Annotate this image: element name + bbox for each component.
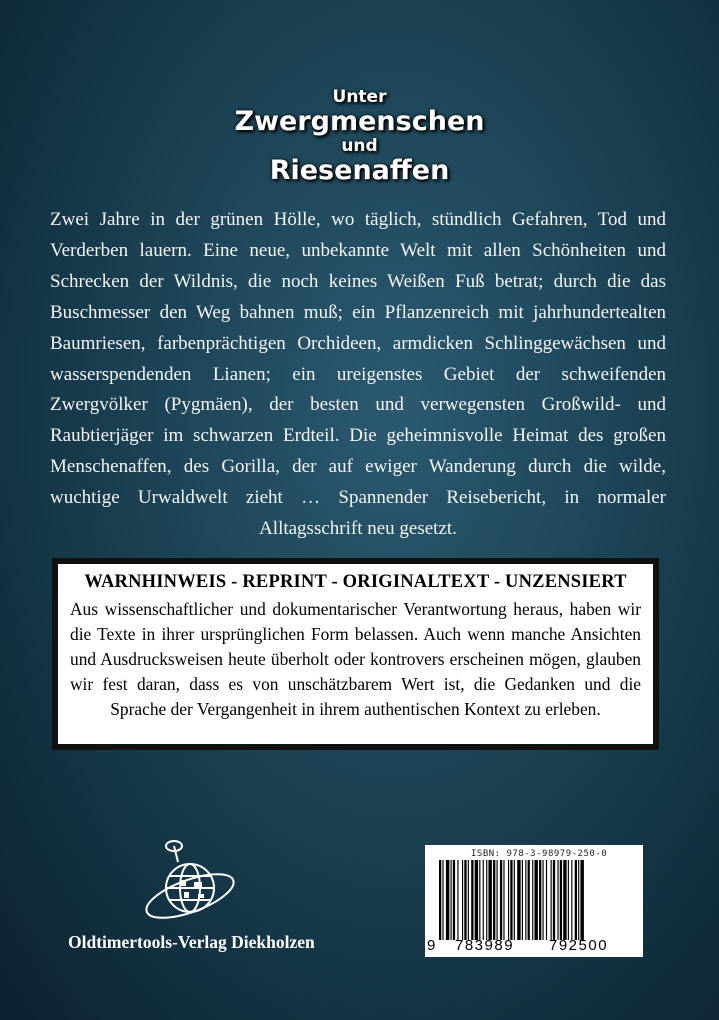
barcode-bars xyxy=(439,860,635,940)
barcode-bar xyxy=(453,860,455,940)
publisher-name: Oldtimertools-Verlag Diekholzen xyxy=(68,932,315,952)
barcode-bar xyxy=(568,860,569,940)
barcode-bar xyxy=(475,860,478,940)
barcode-bar xyxy=(517,860,520,940)
barcode-bar xyxy=(551,860,552,940)
barcode-bar xyxy=(493,860,495,940)
barcode-bar xyxy=(451,860,452,940)
barcode-bar xyxy=(483,860,484,940)
barcode-bar xyxy=(446,860,449,940)
barcode-bar xyxy=(534,860,537,940)
barcode-bar xyxy=(563,860,566,940)
barcode-bar xyxy=(543,860,544,940)
barcode-bar xyxy=(578,860,579,940)
publisher-logo-icon xyxy=(138,836,248,936)
barcode-bar xyxy=(464,860,466,940)
barcode-bar xyxy=(503,860,504,940)
barcode-bar xyxy=(557,860,558,940)
barcode-bar xyxy=(479,860,480,940)
title-line-riesenaffen: Riesenaffen xyxy=(269,155,450,187)
barcode-bar xyxy=(439,860,441,940)
barcode-bar xyxy=(497,860,498,940)
isbn-label: ISBN: 978-3-98979-250-0 xyxy=(471,849,608,859)
barcode-bar xyxy=(575,860,577,940)
warning-heading: WARNHINWEIS - REPRINT - ORIGINALTEXT - UNZENSIERT xyxy=(84,572,627,592)
barcode-bar xyxy=(457,860,458,940)
barcode-bar xyxy=(546,860,547,940)
title-line-zwergmenschen: Zwergmenschen xyxy=(234,106,485,138)
barcode-bar xyxy=(580,860,583,940)
barcode-bar xyxy=(522,860,523,940)
barcode-bar xyxy=(500,860,502,940)
barcode-digit-first: 9 xyxy=(427,937,436,954)
barcode xyxy=(425,845,643,957)
barcode-digits-right: 792500 xyxy=(549,937,609,954)
barcode-digits-left: 783989 xyxy=(455,937,515,954)
blurb-text: Zwei Jahre in der grünen Hölle, wo täglich, stündlich Gefahren, Tod und Verderben lauern. Eine neue, unbekannte Welt mit allen Schönheiten und Schrecken der Wildnis, die noch keines Weißen Fuß betrat; durch die das Buschmesser den Weg bahnen muß; ein Pflanzenreich mit jahrhundertealten Baumriesen, farbenprächtigen Orchideen, armdicken Schlinggewächsen und wasserspendenden Lianen; ein ureigenstes Gebiet der schweifenden Zwergvölker (Pygmäen), der besten und verwegensten Großwild- und Raubtierjäger im schwarzen Erdteil. Die geheimnisvolle Heimat des großen Menschenaffen, des Gorilla, der auf ewiger Wanderung durch die wilde, wuchtige Urwaldwelt zieht … Spannender Reisebericht, in normaler Alltagsschrift neu gesetzt. xyxy=(50,209,666,540)
barcode-bar xyxy=(442,860,443,940)
barcode-bar xyxy=(532,860,533,940)
barcode-bar xyxy=(539,860,541,940)
barcode-bar xyxy=(471,860,473,940)
warning-body: Aus wissenschaftlicher und dokumentarischer Verantwortung heraus, haben wir die Texte in ihrer ursprünglichen Form belassen. Auch wenn manche Ansichten und Ausdrucksweisen heute überholt oder kontrovers erscheinen mögen, glauben wir fest daran, dass es von unschätzbarem Wert ist, die Gedanken und die Sprache der Vergangenheit in ihrem authentischen Kontext zu erleben. xyxy=(70,599,641,719)
barcode-bar xyxy=(468,860,469,940)
warning-box xyxy=(52,558,659,750)
barcode-bar xyxy=(508,860,509,940)
barcode-bar xyxy=(525,860,526,940)
title-line-unter: Unter xyxy=(332,87,387,107)
barcode-bar xyxy=(560,860,562,940)
barcode-bar xyxy=(462,860,463,940)
barcode-bar xyxy=(486,860,487,940)
barcode-bar xyxy=(514,860,515,940)
title-line-und: und xyxy=(341,136,378,157)
barcode-bar xyxy=(528,860,530,940)
barcode-bar xyxy=(571,860,572,940)
book-title xyxy=(0,88,719,187)
barcode-bar xyxy=(553,860,555,940)
barcode-bar xyxy=(510,860,512,940)
barcode-bar xyxy=(488,860,491,940)
